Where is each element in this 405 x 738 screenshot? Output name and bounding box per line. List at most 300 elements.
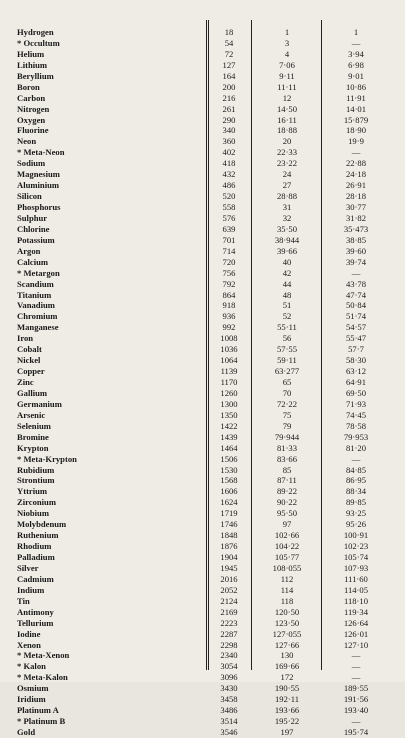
value-column-2: 127·66 (274, 639, 300, 650)
table-row (0, 563, 405, 574)
value-column-3: 47·74 (345, 289, 367, 300)
value-column-2: 192·11 (274, 694, 300, 705)
value-column-3: 102·23 (343, 541, 369, 552)
value-column-2: 79 (282, 420, 292, 431)
element-name-text: Rubidium (17, 464, 55, 475)
element-name (17, 661, 187, 672)
element-name (17, 530, 187, 541)
table-row (0, 410, 405, 421)
value-column-1: 1139 (220, 366, 238, 377)
value-column-1: 1300 (220, 398, 238, 409)
element-name (17, 147, 187, 158)
element-name-text: Platinum A (17, 705, 59, 716)
value-column-3: 86·95 (345, 475, 367, 486)
value-column-2: 23·22 (276, 158, 298, 169)
value-column-3: 79·953 (343, 431, 369, 442)
value-column-2: 39·66 (276, 245, 298, 256)
value-column-1: 261 (222, 103, 236, 114)
value-column-3: 50·84 (345, 300, 367, 311)
element-name-text: Strontium (17, 475, 55, 486)
element-name-text: Germanium (17, 398, 62, 409)
table-row (0, 300, 405, 311)
value-column-3: 51·74 (345, 311, 367, 322)
element-name-text: Indium (17, 584, 45, 595)
element-name (17, 640, 187, 651)
table-row (0, 465, 405, 476)
value-column-1: 714 (222, 245, 236, 256)
value-column-3: 119·34 (343, 606, 369, 617)
table-row (0, 607, 405, 618)
value-column-1: 2287 (220, 628, 238, 639)
element-name (17, 257, 187, 268)
value-column-1: 290 (222, 114, 236, 125)
value-column-1: 2124 (220, 595, 238, 606)
element-name-text: Chlorine (17, 223, 50, 234)
value-column-2: 102·66 (274, 530, 300, 541)
value-column-1: 2016 (220, 573, 238, 584)
element-name-text: Iridium (17, 694, 46, 705)
table-row (0, 125, 405, 136)
table-row (0, 202, 405, 213)
value-column-1: 1036 (220, 344, 238, 355)
element-weights-table (0, 27, 405, 738)
element-name (17, 355, 187, 366)
table-row (0, 552, 405, 563)
table-row (0, 322, 405, 333)
value-column-1: 792 (222, 278, 236, 289)
element-name (17, 650, 187, 661)
value-column-2: 52 (282, 311, 292, 322)
value-column-2: 87·11 (277, 475, 297, 486)
table-row (0, 136, 405, 147)
value-column-1: 576 (222, 212, 236, 223)
element-name (17, 169, 187, 180)
value-column-2: 72·22 (276, 398, 298, 409)
value-column-2: 44 (282, 278, 292, 289)
value-column-3: 39·60 (345, 245, 367, 256)
element-name (17, 180, 187, 191)
value-column-1: 558 (222, 202, 236, 212)
element-name (17, 497, 187, 508)
value-column-3: 64·91 (345, 377, 367, 387)
value-column-2: 59·11 (277, 355, 297, 366)
value-column-2: 130 (280, 650, 294, 661)
table-row (0, 49, 405, 60)
element-name (17, 136, 187, 147)
table-row (0, 497, 405, 508)
value-column-2: 85 (282, 464, 292, 475)
element-name-text: Bromine (17, 431, 49, 442)
value-column-2: 3 (284, 37, 290, 48)
element-name (17, 519, 187, 530)
value-column-2: 108·055 (272, 562, 302, 573)
value-column-1: 340 (222, 125, 236, 136)
value-column-2: 105·77 (274, 552, 300, 562)
value-column-2: 79·944 (274, 431, 300, 442)
value-column-1: 756 (222, 267, 236, 278)
value-column-1: 3486 (220, 705, 238, 716)
element-name-text: Neon (17, 136, 37, 147)
value-column-2: 123·50 (274, 617, 300, 628)
value-column-3: 193·40 (343, 705, 369, 716)
element-name (17, 300, 187, 311)
table-row (0, 71, 405, 82)
table-row (0, 38, 405, 49)
element-name-text: Krypton (17, 442, 49, 453)
element-name-text: Potassium (17, 234, 55, 245)
table-row (0, 344, 405, 355)
value-column-1: 3096 (220, 672, 238, 683)
value-column-3: — (351, 453, 361, 464)
value-column-3: 78·58 (345, 420, 367, 431)
value-column-2: 120·50 (274, 606, 300, 617)
value-column-3: 195·74 (343, 727, 369, 737)
value-column-3: 6·98 (348, 59, 364, 70)
element-name (17, 486, 187, 497)
element-name-text: Carbon (17, 92, 46, 103)
element-name-text: Iodine (17, 628, 41, 639)
value-column-2: 31 (282, 202, 292, 212)
table-row (0, 486, 405, 497)
value-column-3: 35·473 (343, 223, 369, 234)
element-name (17, 290, 187, 301)
value-column-2: 195·22 (274, 716, 300, 727)
table-row (0, 716, 405, 727)
value-column-3: 14·01 (345, 103, 367, 114)
element-name-text: Cobalt (17, 344, 42, 355)
value-column-2: 51 (282, 300, 292, 311)
element-name (17, 607, 187, 618)
element-name (17, 235, 187, 246)
element-name-text: Zinc (17, 377, 34, 387)
element-name-text: Yttrium (17, 486, 48, 497)
element-name (17, 158, 187, 169)
value-column-2: 127·055 (272, 628, 302, 639)
value-column-1: 486 (222, 180, 236, 191)
value-column-1: 1422 (220, 420, 238, 431)
table-row (0, 596, 405, 607)
element-name (17, 465, 187, 476)
table-row (0, 508, 405, 519)
element-name-text: Fluorine (17, 125, 49, 136)
element-name-text: Cadmium (17, 573, 54, 584)
value-column-1: 1568 (220, 475, 238, 486)
table-row (0, 519, 405, 530)
table-row (0, 169, 405, 180)
element-name-text: Beryllium (17, 70, 54, 81)
table-row (0, 421, 405, 432)
value-column-1: 1008 (220, 333, 238, 344)
table-row (0, 683, 405, 694)
element-name-text: * Meta-Krypton (17, 453, 77, 464)
table-row (0, 475, 405, 486)
element-name-text: Rhodium (17, 541, 52, 552)
value-column-3: 105·74 (343, 552, 369, 562)
element-name-text: Selenium (17, 420, 51, 431)
element-name (17, 93, 187, 104)
value-column-1: 1945 (220, 562, 238, 573)
table-row (0, 377, 405, 388)
table-row (0, 629, 405, 640)
value-column-2: 20 (282, 136, 292, 147)
element-name-text: * Metargon (17, 267, 60, 278)
element-name (17, 191, 187, 202)
element-name (17, 552, 187, 563)
value-column-1: 1260 (220, 387, 238, 398)
element-name-text: * Platinum B (17, 716, 66, 727)
element-name (17, 125, 187, 136)
value-column-3: 9·01 (348, 70, 364, 81)
table-row (0, 650, 405, 661)
value-column-3: — (351, 661, 361, 672)
element-name-text: Xenon (17, 639, 41, 650)
value-column-3: 18·90 (345, 125, 367, 136)
element-name-text: Helium (17, 48, 45, 59)
element-name-text: Niobium (17, 508, 49, 519)
element-name (17, 683, 187, 694)
value-column-1: 520 (222, 191, 236, 202)
value-column-3: 22·88 (345, 158, 367, 169)
table-row (0, 727, 405, 738)
value-column-3: — (351, 672, 361, 683)
element-name (17, 246, 187, 257)
value-column-3: 126·64 (343, 617, 369, 628)
value-column-3: 118·10 (343, 595, 369, 606)
element-name-text: Lithium (17, 59, 48, 70)
value-column-2: 81·33 (276, 442, 298, 453)
element-name (17, 508, 187, 519)
element-name-text: Sulphur (17, 212, 48, 223)
value-column-2: 38·944 (274, 234, 300, 245)
element-name (17, 311, 187, 322)
value-column-3: — (351, 650, 361, 661)
value-column-1: 918 (222, 300, 236, 311)
value-column-2: 40 (282, 256, 292, 267)
value-column-2: 7·06 (279, 59, 295, 70)
value-column-2: 70 (282, 387, 292, 398)
value-column-1: 54 (224, 37, 234, 48)
element-name-text: Silicon (17, 191, 42, 202)
value-column-2: 190·55 (274, 683, 300, 694)
value-column-1: 1350 (220, 409, 238, 420)
table-row (0, 443, 405, 454)
table-row (0, 257, 405, 268)
element-name (17, 60, 187, 71)
table-row (0, 224, 405, 235)
value-column-1: 1624 (220, 497, 238, 508)
value-column-2: 75 (282, 409, 292, 420)
element-name-text: Sodium (17, 158, 46, 169)
value-column-2: 169·66 (274, 661, 300, 672)
table-row (0, 574, 405, 585)
value-column-3: 126·01 (343, 628, 369, 639)
element-name-text: Nitrogen (17, 103, 50, 114)
value-column-1: 216 (222, 92, 236, 103)
value-column-2: 83·66 (276, 453, 298, 464)
element-name (17, 563, 187, 574)
value-column-1: 2169 (220, 606, 238, 617)
table-row (0, 213, 405, 224)
value-column-1: 1606 (220, 486, 238, 497)
element-name (17, 596, 187, 607)
element-name-text: Molybdenum (17, 519, 67, 530)
table-row (0, 60, 405, 71)
element-name (17, 268, 187, 279)
value-column-1: 1506 (220, 453, 238, 464)
value-column-2: 14·50 (276, 103, 298, 114)
value-column-3: 81·20 (345, 442, 367, 453)
value-column-3: 10·86 (345, 81, 367, 92)
value-column-1: 3458 (220, 694, 238, 705)
value-column-1: 1876 (220, 541, 238, 552)
value-column-2: 114 (280, 584, 294, 595)
element-name (17, 82, 187, 93)
value-column-3: — (351, 147, 361, 158)
element-name-text: Vanadium (17, 300, 55, 311)
element-name (17, 574, 187, 585)
element-name-text: Argon (17, 245, 41, 256)
value-column-1: 402 (222, 147, 236, 158)
value-column-1: 1530 (220, 464, 238, 475)
element-name-text: Chromium (17, 311, 58, 322)
value-column-3: — (351, 37, 361, 48)
value-column-3: 31·82 (345, 212, 367, 223)
value-column-1: 1064 (220, 355, 238, 366)
value-column-3: 189·55 (343, 683, 369, 694)
value-column-1: 164 (222, 70, 236, 81)
element-name (17, 454, 187, 465)
table-row (0, 191, 405, 202)
element-name-text: Osmium (17, 683, 49, 694)
value-column-3: 191·56 (343, 694, 369, 705)
element-name (17, 585, 187, 596)
value-column-2: 16·11 (277, 114, 297, 125)
value-column-1: 3546 (220, 727, 238, 737)
value-column-2: 48 (282, 289, 292, 300)
element-name-text: Silver (17, 562, 39, 573)
value-column-3: 88·34 (345, 486, 367, 497)
value-column-2: 118 (280, 595, 294, 606)
table-row (0, 388, 405, 399)
table-row (0, 541, 405, 552)
value-column-2: 193·66 (274, 705, 300, 716)
value-column-2: 32 (282, 212, 292, 223)
table-row (0, 705, 405, 716)
table-row (0, 104, 405, 115)
value-column-1: 360 (222, 136, 236, 147)
value-column-3: 93·25 (345, 508, 367, 519)
element-name-text: Palladium (17, 552, 55, 562)
value-column-1: 1170 (220, 377, 238, 387)
value-column-3: 26·91 (345, 180, 367, 191)
element-name-text: Hydrogen (17, 27, 54, 37)
value-column-2: 28·88 (276, 191, 298, 202)
element-name (17, 333, 187, 344)
value-column-2: 56 (282, 333, 292, 344)
element-name-text: Zirconium (17, 497, 56, 508)
element-name (17, 432, 187, 443)
value-column-1: 1719 (220, 508, 238, 519)
value-column-3: 55·47 (345, 333, 367, 344)
element-name-text: * Meta-Xenon (17, 650, 70, 661)
table-row (0, 290, 405, 301)
element-name (17, 399, 187, 410)
element-name (17, 541, 187, 552)
table-row (0, 147, 405, 158)
value-column-2: 197 (280, 727, 294, 737)
table-row (0, 180, 405, 191)
value-column-3: 24·18 (345, 169, 367, 180)
value-column-3: 43·78 (345, 278, 367, 289)
element-name-text: Aluminium (17, 180, 60, 191)
value-column-1: 992 (222, 322, 236, 333)
table-row (0, 115, 405, 126)
element-name-text: * Meta-Kalon (17, 672, 68, 683)
value-column-1: 200 (222, 81, 236, 92)
table-row (0, 93, 405, 104)
value-column-3: 3·94 (348, 48, 364, 59)
value-column-3: 39·74 (345, 256, 367, 267)
value-column-3: 57·7 (348, 344, 364, 355)
element-name (17, 27, 187, 38)
value-column-3: 114·05 (343, 584, 369, 595)
table-row (0, 530, 405, 541)
element-name (17, 475, 187, 486)
table-row (0, 640, 405, 651)
value-column-2: 18·88 (276, 125, 298, 136)
value-column-2: 63·277 (274, 366, 300, 377)
value-column-1: 701 (222, 234, 236, 245)
value-column-1: 3514 (220, 716, 238, 727)
element-name-text: Ruthenium (17, 530, 59, 541)
table-row (0, 661, 405, 672)
table-row (0, 235, 405, 246)
value-column-1: 18 (224, 27, 234, 37)
element-name (17, 618, 187, 629)
value-column-3: 58·30 (345, 355, 367, 366)
value-column-1: 1746 (220, 519, 238, 530)
value-column-3: 1 (353, 27, 359, 37)
value-column-2: 9·11 (279, 70, 295, 81)
value-column-1: 72 (224, 48, 234, 59)
element-name (17, 202, 187, 213)
element-name (17, 694, 187, 705)
value-column-3: 19·9 (348, 136, 364, 147)
value-column-3: 63·12 (345, 366, 367, 377)
element-name-text: Tin (17, 595, 30, 606)
table-row (0, 432, 405, 443)
value-column-3: 38·85 (345, 234, 367, 245)
value-column-1: 418 (222, 158, 236, 169)
table-row (0, 279, 405, 290)
value-column-2: 4 (284, 48, 290, 59)
table-row (0, 694, 405, 705)
value-column-3: 111·60 (344, 573, 368, 584)
table-row (0, 366, 405, 377)
value-column-2: 24 (282, 169, 292, 180)
element-name-text: Magnesium (17, 169, 60, 180)
value-column-1: 127 (222, 59, 236, 70)
value-column-2: 90·22 (276, 497, 298, 508)
table-row (0, 246, 405, 257)
value-column-2: 22·33 (276, 147, 298, 158)
element-name (17, 322, 187, 333)
value-column-3: — (351, 267, 361, 278)
element-name-text: Boron (17, 81, 40, 92)
table-row (0, 333, 405, 344)
value-column-1: 1439 (220, 431, 238, 442)
value-column-1: 2298 (220, 639, 238, 650)
